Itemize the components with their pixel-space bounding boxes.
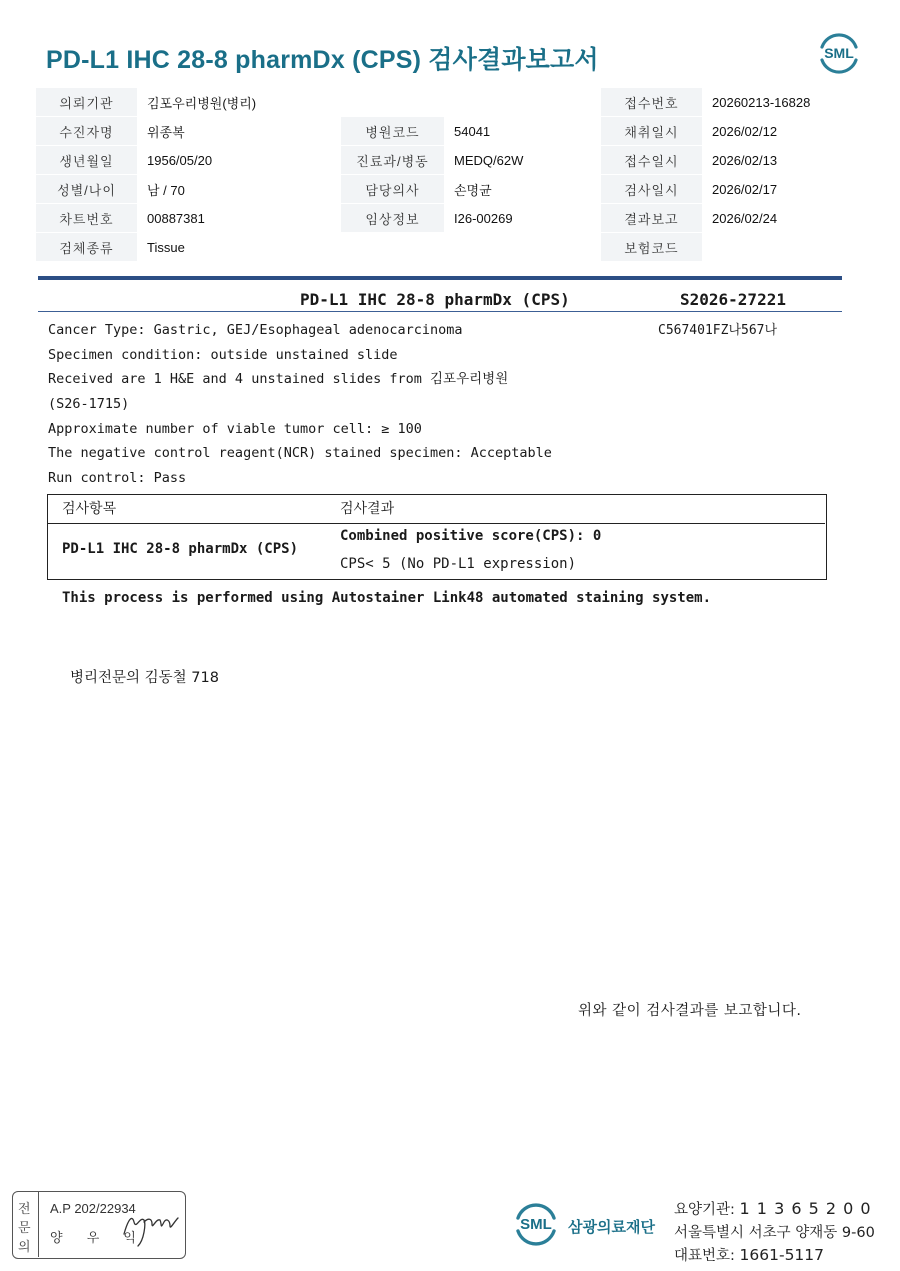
detail-line: Cancer Type: Gastric, GEJ/Esophageal adenocarcinoma [48, 322, 463, 338]
info-label [341, 88, 444, 117]
info-value: I26-00269 [444, 204, 601, 233]
info-row [36, 117, 864, 146]
info-label: 접수일시 [601, 146, 702, 175]
info-value [444, 233, 601, 262]
info-value: 김포우리병원(병리) [137, 88, 341, 117]
info-label: 차트번호 [36, 204, 137, 233]
section-rule-thick [38, 276, 842, 280]
info-label: 검체종류 [36, 233, 137, 262]
detail-line: (S26-1715) [48, 396, 130, 413]
info-value: 2026/02/12 [702, 117, 864, 146]
info-value: MEDQ/62W [444, 146, 601, 175]
report-details [48, 318, 552, 491]
report-statement: 위와 같이 검사결과를 보고합니다. [578, 1003, 802, 1019]
info-value: 54041 [444, 117, 601, 146]
info-value: Tissue [137, 233, 341, 262]
info-value [702, 233, 864, 262]
info-label: 임상정보 [341, 204, 444, 233]
info-label: 수진자명 [36, 117, 137, 146]
info-label: 검사일시 [601, 175, 702, 204]
info-row [36, 233, 864, 262]
footer-code-label: 요양기관: [674, 1202, 735, 1218]
info-value: 남 / 70 [137, 175, 341, 204]
info-value: 2026/02/24 [702, 204, 864, 233]
info-row [36, 175, 864, 204]
result-value-sub: CPS< 5 (No PD-L1 expression) [340, 556, 577, 572]
info-label: 진료과/병동 [341, 146, 444, 175]
result-header-item: 검사항목 [62, 501, 117, 517]
info-label: 결과보고 [601, 204, 702, 233]
stamp-char: 문 [18, 1221, 31, 1236]
report-title: PD-L1 IHC 28-8 pharmDx (CPS) 검사결과보고서 [46, 46, 599, 74]
info-value: 손명균 [444, 175, 601, 204]
pathologist: 병리전문의 김동철 718 [70, 670, 219, 686]
info-label: 담당의사 [341, 175, 444, 204]
footer-phone-value: 1661-5117 [739, 1246, 825, 1264]
stamp-char: 전 [18, 1202, 31, 1217]
stamp-name: 양 우 익 [50, 1231, 146, 1246]
info-value: 2026/02/13 [702, 146, 864, 175]
footer-phone [674, 1244, 824, 1265]
organization-name: 삼광의료재단 [568, 1218, 655, 1236]
process-note: This process is performed using Autostainer Link48 automated staining system. [62, 590, 712, 606]
info-label: 병원코드 [341, 117, 444, 146]
detail-line: Run control: Pass [48, 470, 187, 487]
info-value: 1956/05/20 [137, 146, 341, 175]
detail-line: Approximate number of viable tumor cell: ≥ 100 [48, 420, 422, 437]
svg-text:SML: SML [824, 45, 854, 61]
result-header-row [48, 495, 825, 524]
info-value [444, 88, 601, 117]
result-header-result: 검사결과 [340, 501, 395, 517]
svg-text:SML: SML [520, 1216, 552, 1233]
detail-line: Specimen condition: outside unstained slide [48, 346, 398, 363]
sml-logo [816, 30, 862, 76]
result-item: PD-L1 IHC 28-8 pharmDx (CPS) [62, 541, 299, 557]
info-row [36, 146, 864, 175]
sml-logo-footer [512, 1200, 560, 1248]
info-label: 생년월일 [36, 146, 137, 175]
signature-icon [118, 1200, 184, 1250]
footer-code [674, 1198, 872, 1219]
info-label: 채취일시 [601, 117, 702, 146]
info-label: 성별/나이 [36, 175, 137, 204]
patient-info-table [36, 88, 864, 262]
footer-code-value: 1 1 3 6 5 2 0 0 [739, 1199, 872, 1218]
stamp-license: A.P 202/22934 [50, 1201, 136, 1216]
footer-address: 서울특별시 서초구 양재동 9-60 [674, 1225, 875, 1241]
footer-phone-label: 대표번호: [674, 1248, 735, 1264]
info-row [36, 88, 864, 117]
result-value-main: Combined positive score(CPS): 0 [340, 528, 602, 544]
stamp-char: 의 [18, 1240, 31, 1255]
info-value: 20260213-16828 [702, 88, 864, 117]
section-id: S2026-27221 [680, 290, 786, 309]
section-rule-thin [38, 311, 842, 312]
detail-line: The negative control reagent(NCR) stained specimen: Acceptable [48, 445, 552, 462]
info-value: 00887381 [137, 204, 341, 233]
detail-line: Received are 1 H&E and 4 unstained slides from 김포우리병원 [48, 371, 509, 388]
section-title: PD-L1 IHC 28-8 pharmDx (CPS) [300, 290, 570, 309]
info-value: 위종복 [137, 117, 341, 146]
info-row [36, 204, 864, 233]
info-value: 2026/02/17 [702, 175, 864, 204]
info-label: 접수번호 [601, 88, 702, 117]
info-label [341, 233, 444, 262]
info-label: 보험코드 [601, 233, 702, 262]
info-label: 의뢰기관 [36, 88, 137, 117]
specimen-code: C567401FZ나567나 [658, 323, 778, 338]
